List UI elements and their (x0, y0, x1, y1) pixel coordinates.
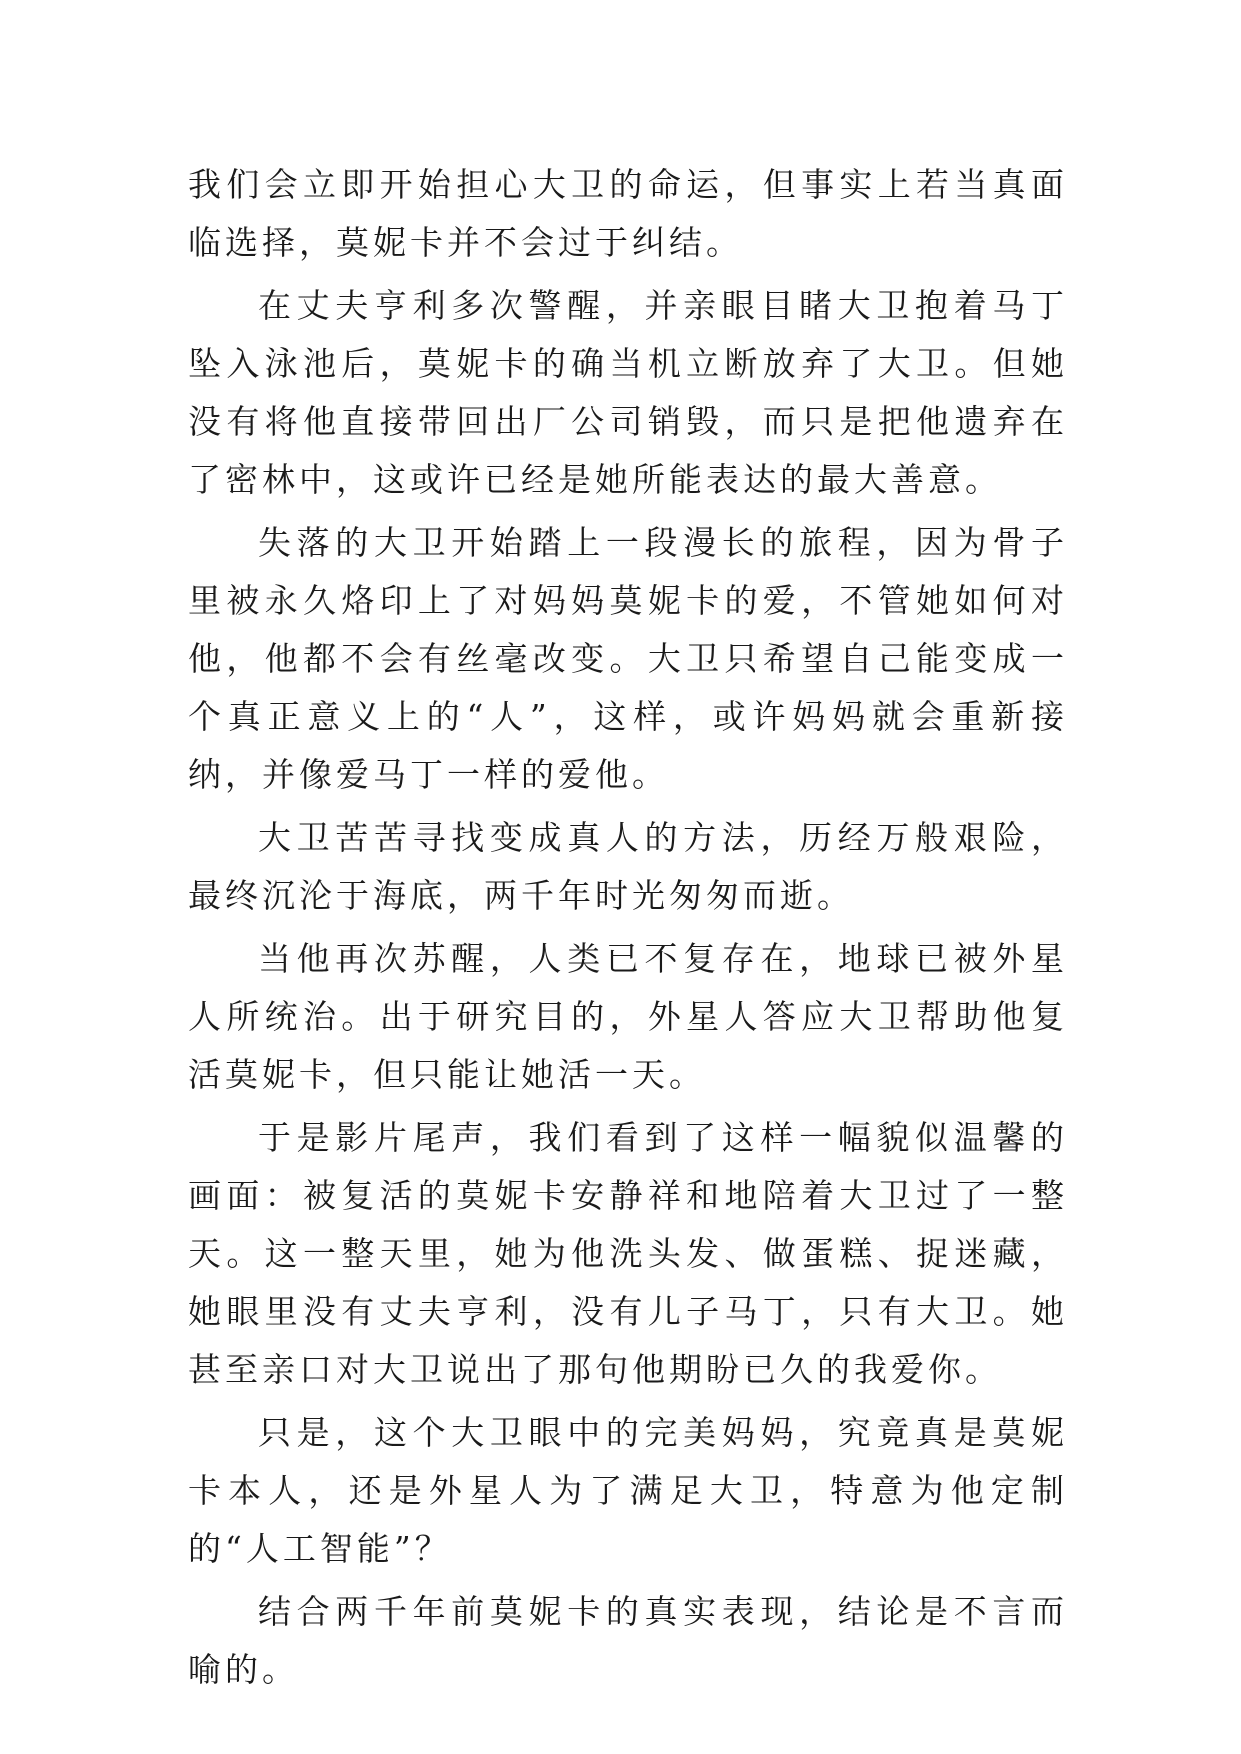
paragraph-3: 失落的大卫开始踏上一段漫长的旅程，因为骨子里被永久烙印上了对妈妈莫妮卡的爱，不管她如何对他，他都不会有丝毫改变。大卫只希望自己能变成一个真正意义上的“人”，这样，或许妈妈就会重新接纳，并像爱马丁一样的爱他。 (188, 523, 1068, 794)
paragraph-2: 在丈夫亨利多次警醒，并亲眼目睹大卫抱着马丁坠入泳池后，莫妮卡的确当机立断放弃了大卫。但她没有将他直接带回出厂公司销毁，而只是把他遗弃在了密林中，这或许已经是她所能表达的最大善意。 (188, 286, 1068, 499)
paragraph-7: 只是，这个大卫眼中的完美妈妈，究竟真是莫妮卡本人，还是外星人为了满足大卫，特意为他定制的“人工智能”？ (188, 1413, 1068, 1568)
paragraph-5: 当他再次苏醒，人类已不复存在，地球已被外星人所统治。出于研究目的，外星人答应大卫帮助他复活莫妮卡，但只能让她活一天。 (188, 939, 1068, 1094)
paragraph-8: 结合两千年前莫妮卡的真实表现，结论是不言而喻的。 (188, 1592, 1068, 1689)
paragraph-1: 我们会立即开始担心大卫的命运，但事实上若当真面临选择，莫妮卡并不会过于纠结。 (188, 165, 1068, 262)
paragraph-6: 于是影片尾声，我们看到了这样一幅貌似温馨的画面：被复活的莫妮卡安静祥和地陪着大卫过了一整天。这一整天里，她为他洗头发、做蛋糕、捉迷藏，她眼里没有丈夫亨利，没有儿子马丁，只有大卫。她甚至亲口对大卫说出了那句他期盼已久的我爱你。 (188, 1118, 1068, 1389)
paragraph-4: 大卫苦苦寻找变成真人的方法，历经万般艰险，最终沉沦于海底，两千年时光匆匆而逝。 (188, 818, 1068, 915)
article-body (188, 156, 1068, 1704)
